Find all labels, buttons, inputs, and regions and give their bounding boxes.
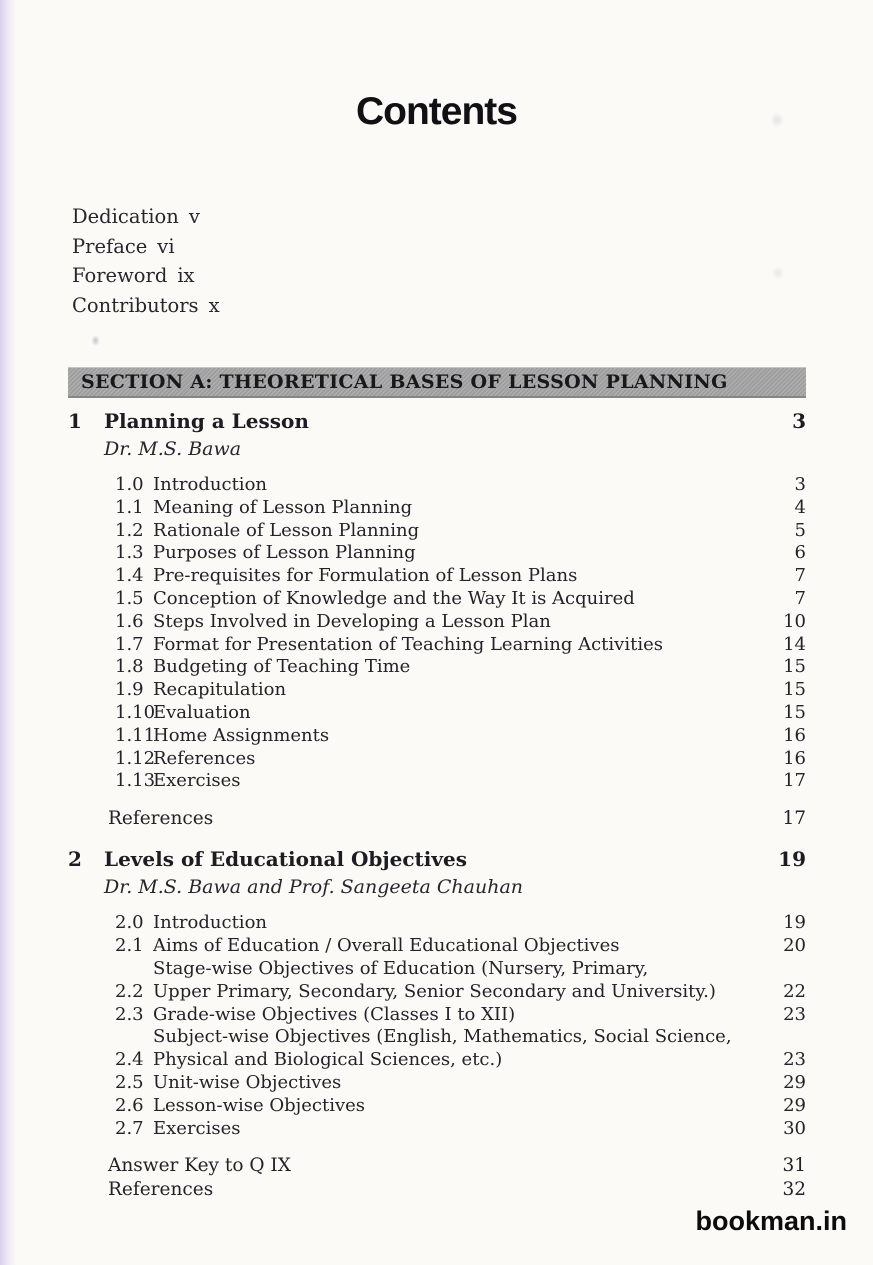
toc-item-number: 1.5	[115, 587, 144, 609]
chapter-number: 2	[68, 847, 82, 872]
chapter-list	[68, 408, 806, 1201]
chapter-author: Dr. M.S. Bawa and Prof. Sangeeta Chauhan	[104, 876, 524, 899]
chapter-extra-row	[108, 1178, 806, 1201]
toc-item-number: 1.12	[115, 747, 156, 769]
front-matter-row	[72, 205, 220, 235]
toc-item-title	[153, 656, 760, 679]
toc-item-page: 6	[794, 542, 806, 564]
toc-item-page: 17	[783, 770, 806, 792]
toc-item-number: 1.9	[115, 679, 144, 701]
toc-item-row	[115, 958, 806, 1004]
toc-item-number: 1.3	[115, 542, 144, 564]
toc-item-line: Upper Primary, Secondary, Senior Secondary and University.)	[153, 980, 716, 1002]
toc-item-title	[153, 588, 760, 611]
toc-item-title	[153, 1026, 760, 1072]
front-matter-label: Contributors	[72, 293, 199, 317]
toc-item-number: 1.1	[115, 496, 144, 518]
chapter-title: Planning a Lesson	[104, 409, 309, 433]
chapter-extra-row	[108, 1154, 806, 1177]
front-matter-page: ix	[177, 264, 195, 288]
toc-item-line: Lesson-wise Objectives	[153, 1094, 366, 1116]
chapter-author: Dr. M.S. Bawa	[104, 438, 242, 460]
toc-item-row	[115, 1072, 806, 1095]
toc-item-line: Recapitulation	[153, 679, 287, 701]
toc-item-title	[153, 935, 760, 958]
toc-item-title	[153, 497, 760, 520]
toc-item-title	[153, 1004, 760, 1027]
chapter-page: 3	[792, 409, 806, 433]
toc-item-page: 7	[794, 587, 806, 609]
toc-item-page: 14	[783, 633, 806, 655]
toc-item-title	[153, 748, 760, 771]
toc-item-title	[153, 565, 760, 588]
toc-item-page: 22	[783, 980, 806, 1002]
toc-item-line: Meaning of Lesson Planning	[153, 496, 413, 518]
toc-item-line: Aims of Education / Overall Educational Objectives	[153, 935, 620, 957]
toc-item-page: 16	[783, 724, 806, 746]
toc-item-page: 7	[794, 565, 806, 587]
toc-item-line: Physical and Biological Sciences, etc.)	[153, 1049, 503, 1071]
toc-item-line: Conception of Knowledge and the Way It is Acquired	[153, 587, 635, 609]
scan-page-edge	[0, 0, 16, 1265]
chapter-extra-page: 32	[782, 1178, 806, 1200]
toc-item-number: 2.7	[115, 1117, 144, 1139]
toc-item-number: 2.5	[115, 1071, 144, 1093]
toc-item-row	[115, 634, 806, 657]
front-matter-row	[72, 294, 220, 324]
toc-item-page: 10	[783, 610, 806, 632]
toc-item-title	[153, 770, 760, 793]
front-matter-row	[72, 235, 220, 265]
toc-item-line: References	[153, 747, 256, 769]
chapter-extra-label: References	[108, 808, 214, 830]
toc-item-row	[115, 474, 806, 497]
toc-item-title	[153, 1072, 760, 1095]
toc-item-number: 1.2	[115, 519, 144, 541]
toc-item-page: 29	[783, 1094, 806, 1116]
section-title: SECTION A: THEORETICAL BASES OF LESSON PLANNING	[81, 371, 728, 393]
toc-item-line: Evaluation	[153, 701, 251, 723]
toc-item-number: 1.4	[115, 565, 144, 587]
toc-item-number: 2.0	[115, 912, 144, 934]
toc-item-page: 5	[794, 519, 806, 541]
toc-item-page: 19	[783, 912, 806, 934]
toc-item-line: Subject-wise Objectives (English, Mathematics, Social Science,	[153, 1026, 732, 1048]
toc-item-title	[153, 611, 760, 634]
toc-item-number: 1.10	[115, 701, 156, 723]
toc-item-row	[115, 611, 806, 634]
toc-item-page: 30	[783, 1117, 806, 1139]
toc-item-row	[115, 1026, 806, 1072]
chapter-extra-row	[108, 807, 806, 830]
toc-item-row	[115, 725, 806, 748]
toc-item-row	[115, 1095, 806, 1118]
chapter-items	[115, 474, 806, 793]
front-matter-label: Foreword	[72, 264, 168, 288]
toc-item-number: 2.3	[115, 1003, 144, 1025]
toc-item-page: 29	[783, 1071, 806, 1093]
toc-item-title	[153, 725, 760, 748]
toc-item-line: Exercises	[153, 1117, 241, 1139]
toc-item-page: 16	[783, 747, 806, 769]
toc-item-row	[115, 935, 806, 958]
toc-item-title	[153, 912, 760, 935]
chapter-items	[115, 912, 806, 1140]
chapter-header	[68, 408, 806, 435]
front-matter-page: x	[208, 293, 220, 317]
toc-item-line: Unit-wise Objectives	[153, 1071, 342, 1093]
watermark-text: bookman.in	[695, 1206, 847, 1236]
toc-item-title	[153, 520, 760, 543]
toc-item-page: 20	[783, 935, 806, 957]
scan-artifact	[772, 266, 784, 280]
toc-item-line: Home Assignments	[153, 724, 330, 746]
toc-item-number: 2.1	[115, 935, 144, 957]
toc-item-number: 2.2	[115, 980, 144, 1002]
toc-item-page: 3	[794, 474, 806, 495]
toc-item-row	[115, 520, 806, 543]
toc-item-row	[115, 748, 806, 771]
toc-item-title	[153, 1118, 760, 1141]
page-title: Contents	[356, 90, 517, 133]
toc-item-line: Steps Involved in Developing a Lesson Plan	[153, 610, 551, 632]
toc-item-row	[115, 542, 806, 565]
toc-item-title	[153, 1095, 760, 1118]
front-matter-list	[72, 205, 220, 323]
table-of-contents	[68, 367, 806, 1201]
toc-item-row	[115, 702, 806, 725]
front-matter-label: Preface	[72, 234, 148, 258]
front-matter-row	[72, 264, 220, 294]
toc-item-row	[115, 588, 806, 611]
toc-item-line: Introduction	[153, 474, 267, 495]
toc-item-number: 1.11	[115, 724, 156, 746]
toc-item-row	[115, 1118, 806, 1141]
toc-item-row	[115, 770, 806, 793]
toc-item-row	[115, 497, 806, 520]
chapter-title: Levels of Educational Objectives	[104, 847, 467, 872]
toc-item-page: 4	[794, 496, 806, 518]
front-matter-label: Dedication	[72, 205, 179, 228]
toc-item-number: 1.13	[115, 770, 156, 792]
toc-item-line: Exercises	[153, 770, 241, 792]
chapter-page: 19	[778, 847, 806, 872]
chapter-extra-page: 31	[782, 1155, 806, 1177]
chapter-number: 1	[68, 409, 82, 433]
chapter-block	[68, 846, 806, 1200]
toc-item-title	[153, 634, 760, 657]
toc-item-number: 2.6	[115, 1094, 144, 1116]
toc-item-page: 23	[783, 1049, 806, 1071]
toc-item-number: 1.7	[115, 633, 144, 655]
toc-item-title	[153, 474, 760, 497]
section-header-bar	[68, 367, 806, 398]
toc-item-row	[115, 679, 806, 702]
toc-item-page: 15	[783, 679, 806, 701]
toc-item-row	[115, 656, 806, 679]
toc-item-row	[115, 912, 806, 935]
toc-item-page: 15	[783, 701, 806, 723]
chapter-extras	[108, 1154, 806, 1200]
toc-item-number: 1.0	[115, 474, 144, 495]
chapter-extras	[108, 807, 806, 830]
chapter-extra-page: 17	[782, 808, 806, 830]
toc-item-page: 15	[783, 656, 806, 678]
toc-item-title	[153, 702, 760, 725]
toc-item-line: Grade-wise Objectives (Classes I to XII)	[153, 1003, 516, 1025]
toc-item-line: Stage-wise Objectives of Education (Nursery, Primary,	[153, 957, 649, 979]
toc-item-row	[115, 1004, 806, 1027]
toc-item-page: 23	[783, 1003, 806, 1025]
toc-item-title	[153, 542, 760, 565]
scan-artifact	[91, 335, 100, 346]
toc-item-line: Pre-requisites for Formulation of Lesson Plans	[153, 565, 578, 587]
toc-item-number: 2.4	[115, 1049, 144, 1071]
toc-item-number: 1.8	[115, 656, 144, 678]
front-matter-page: vi	[157, 234, 175, 258]
toc-item-line: Format for Presentation of Teaching Learning Activities	[153, 633, 663, 655]
toc-item-line: Purposes of Lesson Planning	[153, 542, 416, 564]
chapter-extra-label: Answer Key to Q IX	[108, 1155, 291, 1177]
toc-item-line: Budgeting of Teaching Time	[153, 656, 411, 678]
toc-item-title	[153, 679, 760, 702]
toc-item-line: Introduction	[153, 912, 267, 934]
chapter-header	[68, 846, 806, 873]
chapter-extra-label: References	[108, 1178, 214, 1200]
toc-item-row	[115, 565, 806, 588]
toc-item-number: 1.6	[115, 610, 144, 632]
toc-item-line: Rationale of Lesson Planning	[153, 519, 420, 541]
chapter-block	[68, 408, 806, 830]
toc-item-title	[153, 958, 760, 1004]
front-matter-page: v	[188, 205, 200, 228]
